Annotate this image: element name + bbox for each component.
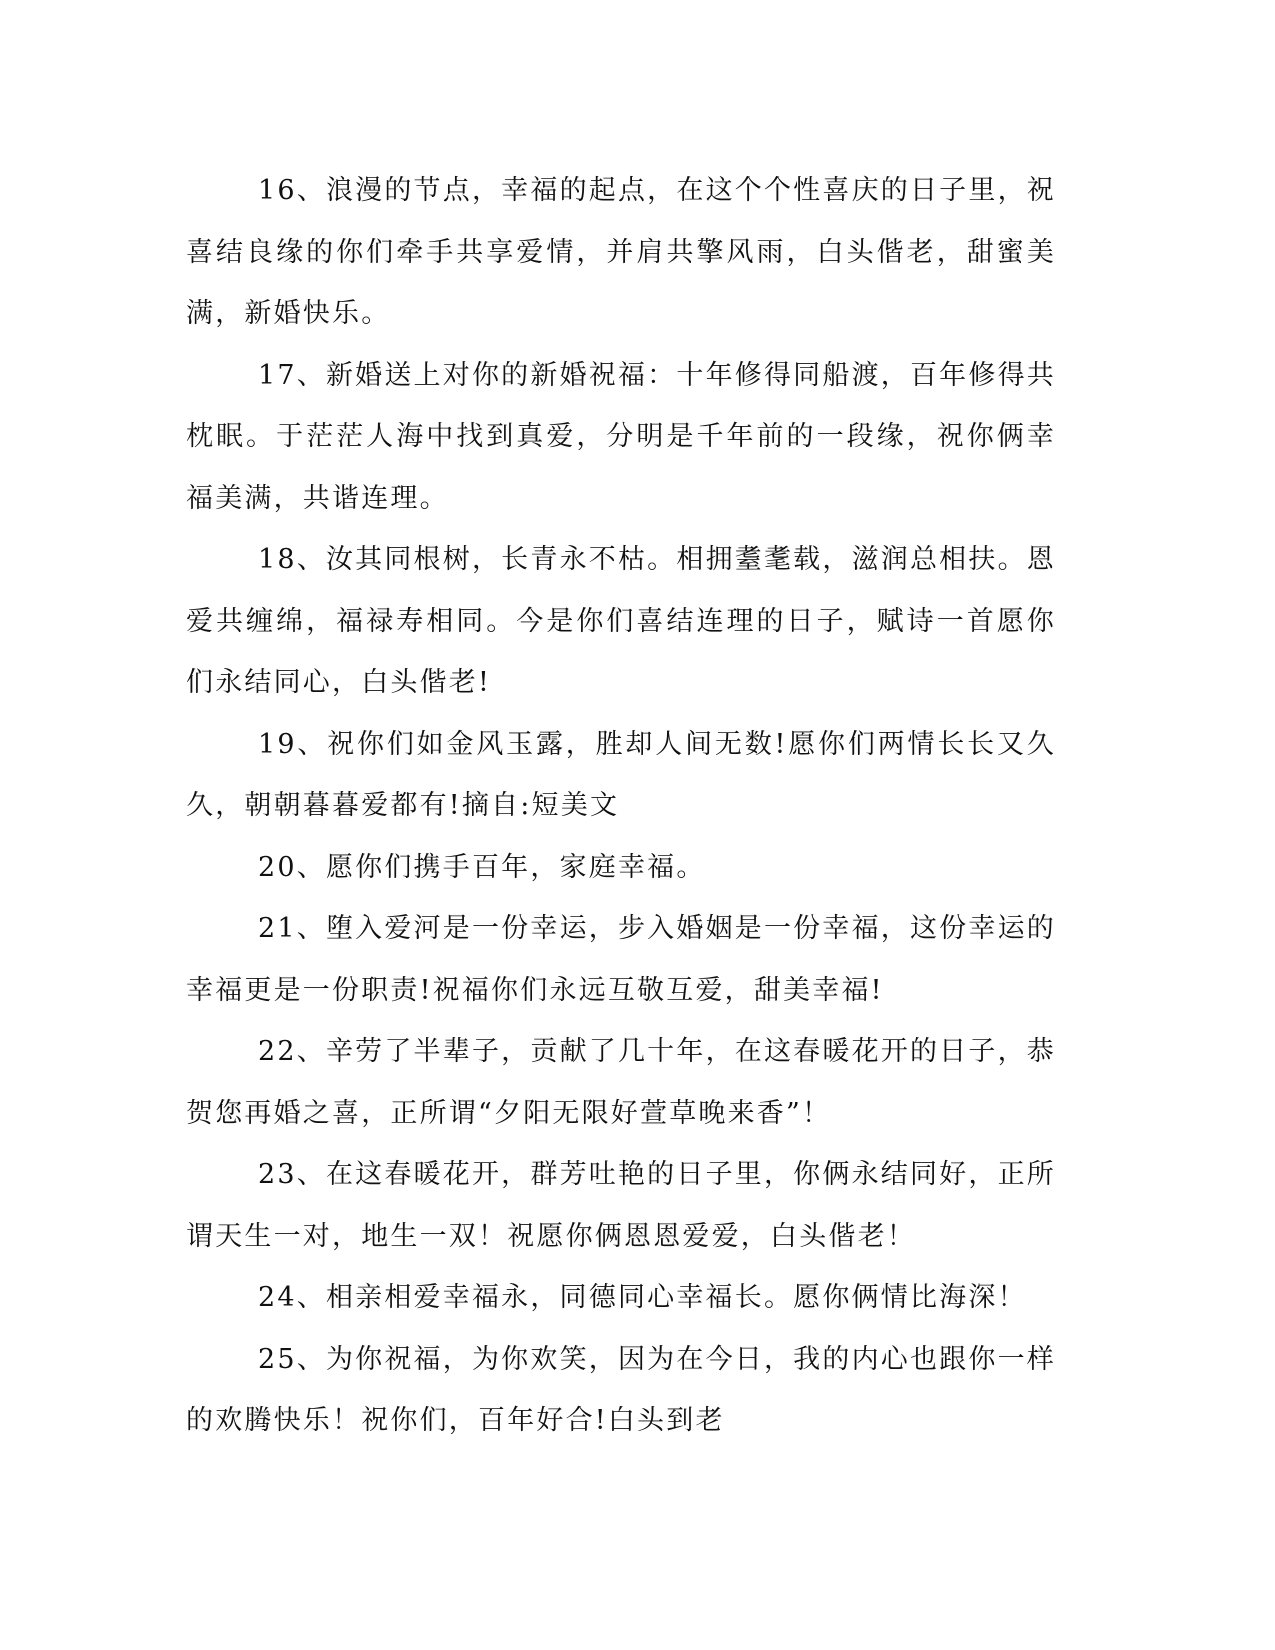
- paragraph-23: 23、在这春暖花开，群芳吐艳的日子里，你俩永结同好，正所谓天生一对，地生一双！祝愿你俩恩恩爱爱，白头偕老！: [186, 1159, 1056, 1252]
- paragraph-25: 25、为你祝福，为你欢笑，因为在今日，我的内心也跟你一样的欢腾快乐！祝你们，百年好合!白头到老: [186, 1343, 1056, 1436]
- document-body: [186, 160, 1056, 1452]
- paragraph-16: 16、浪漫的节点，幸福的起点，在这个个性喜庆的日子里，祝喜结良缘的你们牵手共享爱情，并肩共擎风雨，白头偕老，甜蜜美满，新婚快乐。: [186, 175, 1056, 329]
- paragraph-20: 20、愿你们携手百年，家庭幸福。: [258, 851, 706, 883]
- paragraph-17: 17、新婚送上对你的新婚祝福：十年修得同船渡，百年修得共枕眠。于茫茫人海中找到真爱，分明是千年前的一段缘，祝你俩幸福美满，共谐连理。: [186, 359, 1056, 514]
- paragraph-24: 24、相亲相爱幸福永，同德同心幸福长。愿你俩情比海深！: [258, 1282, 1027, 1313]
- paragraph-21: 21、堕入爱河是一份幸运，步入婚姻是一份幸福，这份幸运的幸福更是一份职责!祝福你们永远互敬互爱，甜美幸福!: [186, 913, 1056, 1006]
- paragraph-19: 19、祝你们如金风玉露，胜却人间无数!愿你们两情长长又久久，朝朝暮暮爱都有!摘自:短美文: [186, 728, 1056, 821]
- paragraph-22: 22、辛劳了半辈子，贡献了几十年，在这春暖花开的日子，恭贺您再婚之喜，正所谓“夕阳无限好萱草晚来香”！: [186, 1036, 1056, 1129]
- paragraph-18: 18、汝其同根树，长青永不枯。相拥耋耄载，滋润总相扶。恩爱共缠绵，福禄寿相同。今是你们喜结连理的日子，赋诗一首愿你们永结同心，白头偕老!: [186, 544, 1056, 698]
